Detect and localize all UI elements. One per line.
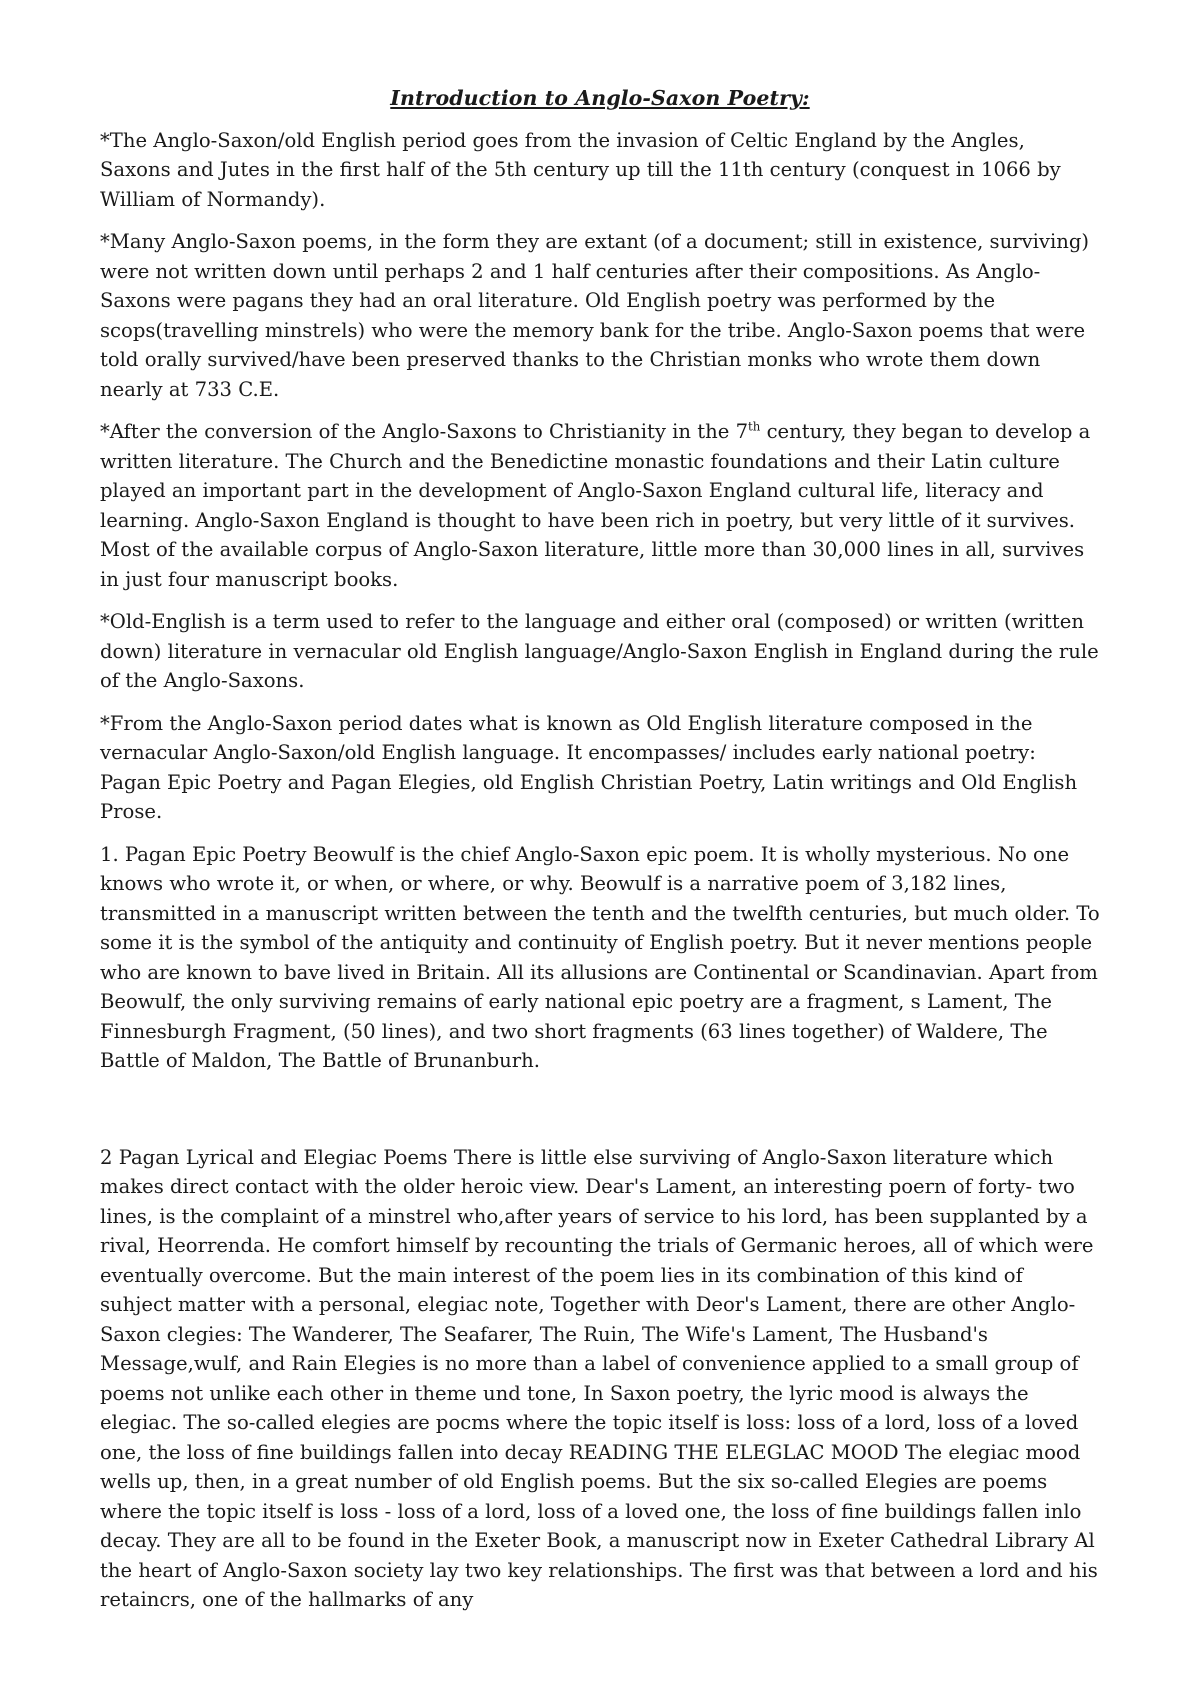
paragraph-literature-types: *From the Anglo-Saxon period dates what is known as Old English literature composed in the vernacular Anglo-Saxon/old English language. It encompasses/ includes early national poetry: Pagan Epic Poetry and Pagan Elegies, old English Christian Poetry, Latin writings and Old English Prose. bbox=[100, 711, 1078, 823]
superscript-ordinal: th bbox=[748, 419, 761, 434]
paragraph-christian-conversion-start: *After the conversion of the Anglo-Saxons to Christianity in the 7 bbox=[100, 420, 749, 443]
paragraph-oral-tradition: *Many Anglo-Saxon poems, in the form they are extant (of a document; still in existence, surviving) were not written down until perhaps 2 and 1 half centuries after their compositions. As Anglo-Saxons were pagans they had an oral literature. Old English poetry was performed by the scops(travelling minstrels) who were the memory bank for the tribe. Anglo-Saxon poems that were told orally survived/have been preserved thanks to the Christian monks who wrote them down nearly at 733 C.E. bbox=[100, 230, 1090, 401]
document-title: Introduction to Anglo-Saxon Poetry: bbox=[390, 86, 810, 110]
paragraph-pagan-epic-poetry: 1. Pagan Epic Poetry Beowulf is the chief Anglo-Saxon epic poem. It is wholly mysterious. No one knows who wrote it, or when, or where, or why. Beowulf is a narrative poem of 3,182 lines, transmitted in a manuscript written between the tenth and the twelfth centuries, but much older. To some it is the symbol of the antiquity and continuity of English poetry. But it never mentions people who are known to bave lived in Britain. All its allusions are Continental or Scandinavian. Apart from Beowulf, the only surviving remains of early national epic poetry are a fragment, s Lament, The Finnesburgh Fragment, (50 lines), and two short fragments (63 lines together) of Waldere, The Battle of Maldon, The Battle of Brunanburh. bbox=[100, 842, 1100, 1072]
paragraph-pagan-lyrical-elegiac: 2 Pagan Lyrical and Elegiac Poems There is little else surviving of Anglo-Saxon literature which makes direct contact with the older heroic view. Dear's Lament, an interesting poern of forty- two lines, is the complaint of a minstrel who,after years of service to his lord, has been supplanted by a rival, Heorrenda. He comfort himself by recounting the trials of Germanic heroes, all of which were eventually overcome. But the main interest of the poem lies in its combination of this kind of suhject matter with a personal, elegiac note, Together with Deor's Lament, there are other Anglo- Saxon clegies: The Wanderer, The Seafarer, The Ruin, The Wife's Lament, The Husband's Message,wulf, and Rain Elegies is no more than a label of convenience applied to a small group of poems not unlike each other in theme und tone, In Saxon poetry, the lyric mood is always the elegiac. The so-called elegies are pocms where the topic itself is loss: loss of a lord, loss of a loved one, the loss of fine buildings fallen into decay READING THE ELEGLAC MOOD The elegiac mood wells up, then, in a great number of old English poems. But the six so-called Elegies are poems where the topic itself is loss - loss of a lord, loss of a loved one, the loss of fine buildings fallen inlo decay. They are all to be found in the Exeter Book, a manuscript now in Exeter Cathedral Library Al the heart of Anglo-Saxon society lay two key relationships. The first was that between a lord and his retaincrs, one of the hallmarks of any bbox=[100, 1145, 1098, 1611]
paragraph-old-english-definition: *Old-English is a term used to refer to the language and either oral (composed) or written (written down) literature in vernacular old English language/Anglo-Saxon English in England during the rule of the Anglo-Saxons. bbox=[100, 610, 1099, 692]
paragraph-period: *The Anglo-Saxon/old English period goes from the invasion of Celtic England by the Angles, Saxons and Jutes in the first half of the 5th century up till the 11th century (conquest in 1066 by William of Normandy). bbox=[100, 128, 1061, 211]
section-gap bbox=[100, 1089, 1100, 1143]
paragraph-christian-conversion bbox=[100, 417, 1100, 594]
paragraph-christian-conversion-rest: century, they began to develop a written literature. The Church and the Benedictine monastic foundations and their Latin culture played an important part in the development of Anglo-Saxon England cultural life, literacy and learning. Anglo-Saxon England is thought to have been rich in poetry, but very little of it survives. Most of the available corpus of Anglo-Saxon literature, little more than 30,000 lines in all, survives in just four manuscript books. bbox=[100, 420, 1091, 591]
